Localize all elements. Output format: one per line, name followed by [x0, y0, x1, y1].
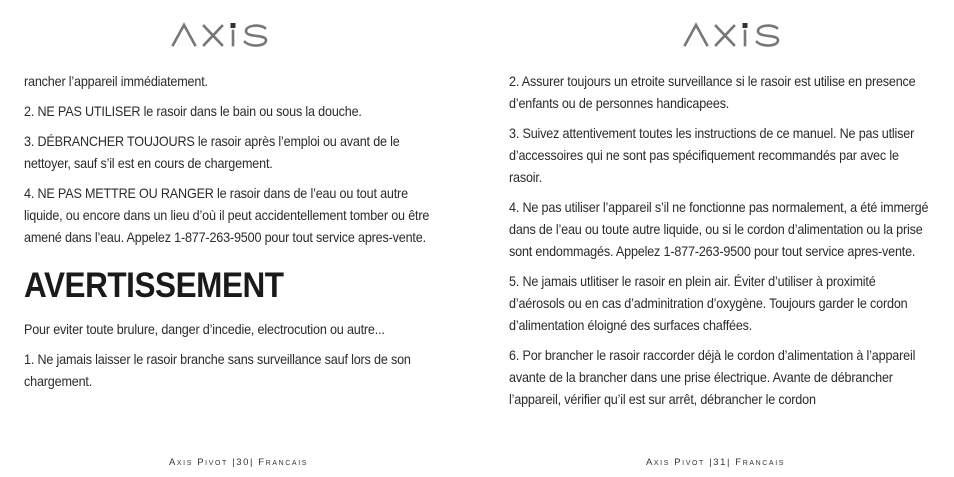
- section-heading: AVERTISSEMENT: [24, 266, 284, 305]
- page-number: 31: [713, 457, 727, 468]
- paragraph: 2. NE PAS UTILISER le rasoir dans le bain ou sous la douche.: [24, 103, 362, 119]
- paragraph: Pour eviter toute brulure, danger d’incedie, electrocution ou autre...: [24, 321, 385, 337]
- paragraph: 6. Por brancher le rasoir raccorder déjà le cordon d’alimentation à l’appareil avante de la brancher dans une prise électrique. Avante de débrancher l’appareil, vérifier qu’il est sur arrêt, débrancher le cordon: [509, 347, 916, 407]
- axis-logo: [682, 20, 802, 48]
- left-page-content: [24, 70, 447, 400]
- paragraph: 3. Suivez attentivement toutes les instructions de ce manuel. Ne pas utliser d’accessoires qui ne sont pas spécifiquement recommandés par avec le rasoir.: [509, 125, 915, 185]
- footer-language: Francais: [258, 457, 309, 468]
- paragraph: 2. Assurer toujours un etroite surveillance si le rasoir est utilise en presence d’enfants ou de personnes handicapees.: [509, 73, 916, 111]
- footer-language: Francais: [735, 457, 786, 468]
- axis-logo: [170, 20, 290, 48]
- paragraph: 4. NE PAS METTRE OU RANGER le rasoir dans de l’eau ou tout autre liquide, ou encore dans un lieu d’où il peut accidentellement tomber ou être amené dans l’eau. Appelez 1-877-263-9500 pour tout service apres-vente.: [24, 185, 430, 245]
- paragraph: rancher l’appareil immédiatement.: [24, 73, 208, 89]
- paragraph: 1. Ne jamais laisser le rasoir branche sans surveillance sauf lors de son chargement.: [24, 351, 411, 389]
- page-footer: Axis Pivot |31| Francais: [645, 457, 786, 468]
- page-number: 30: [236, 457, 250, 468]
- page-footer: Axis Pivot |30| Francais: [168, 457, 309, 468]
- right-page-content: [509, 70, 932, 418]
- paragraph: 5. Ne jamais utlitiser le rasoir en plein air. Éviter d’utiliser à proximité d’aérosols ou en cas d’adminitration d’oxygène. Toujours garder le cordon d’alimentation éloigné des surfaces chaffées.: [509, 273, 908, 333]
- paragraph: 3. DÉBRANCHER TOUJOURS le rasoir après l’emploi ou avant de le nettoyer, sauf s’il est en cours de chargement.: [24, 133, 400, 171]
- right-page: [477, 0, 954, 477]
- footer-product: Axis Pivot: [645, 457, 705, 468]
- footer-product: Axis Pivot: [168, 457, 228, 468]
- paragraph: 4. Ne pas utiliser l’appareil s’il ne fonctionne pas normalement, a été immergé dans de l’eau ou toute autre liquide, ou si le cordon d’alimentation ou la prise sont endommagés. Appelez 1-877-263-9500 pour tout service apres-vente.: [509, 199, 929, 259]
